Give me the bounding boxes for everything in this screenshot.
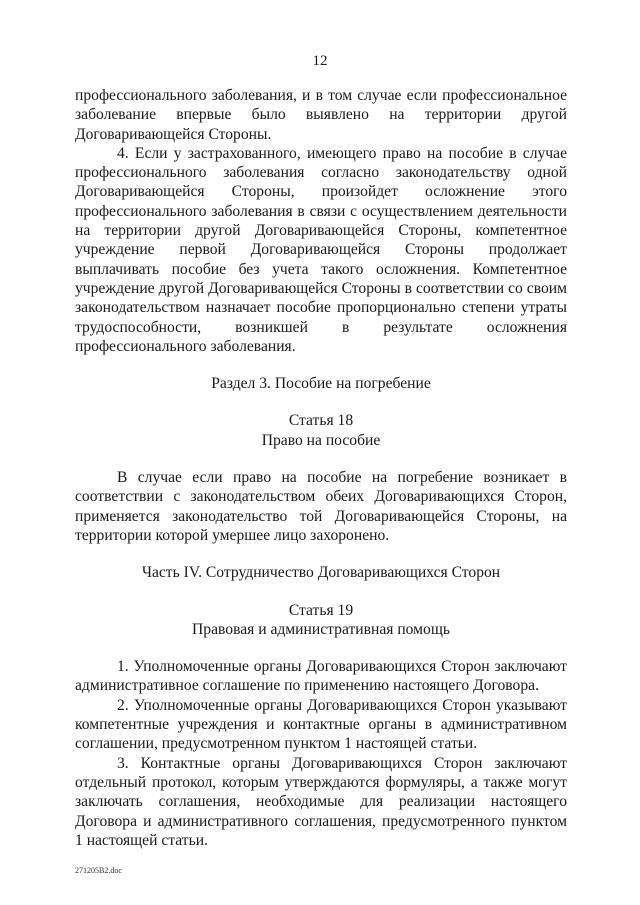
paragraph-4: 4. Если у застрахованного, имеющего право на пособие в случае профессионального заболевания согласно законодательству одной Договаривающейся Стороны, произойдет осложнение этого профессионального заболевания в связи с осуществлением деятельности на территории другой Договаривающейся Стороны, компетентное учреждение первой Договаривающейся Стороны продолжает выплачивать пособие без учета такого осложнения. Компетентное учреждение другой Договаривающейся Стороны в соответствии со своим законодательством назначает пособие пропорционально степени утраты трудоспособности, возникшей в результате осложнения профессионального заболевания.	[75, 144, 567, 355]
document-file-id: 271205B2.doc	[75, 866, 122, 875]
article-18-text: В случае если право на пособие на погребение возникает в соответствии с законодательством обеих Договаривающихся Сторон, применяется законодательство той Договаривающейся Стороны, на территории которой умершее лицо захоронено.	[75, 469, 567, 544]
article-19-item-3: 3. Контактные органы Договаривающихся Сторон заключают отдельный протокол, которым утверждаются формуляры, а также могут заключать соглашения, необходимые для реализации настоящего Договора и административного соглашения, предусмотренного пунктом 1 настоящей статьи.	[75, 754, 567, 849]
article-19-item-2: 2. Уполномоченные органы Договаривающихся Сторон указывают компетентные учреждения и контактные органы в административном соглашении, предусмотренном пунктом 1 настоящей статьи.	[75, 696, 567, 753]
document-body	[75, 86, 567, 850]
article-18-title: Право на пособие	[261, 431, 381, 449]
page-number: 12	[312, 53, 328, 69]
article-18-number: Статья 18	[288, 412, 354, 430]
section-3-title: Раздел 3. Пособие на погребение	[211, 375, 431, 393]
part-4-title: Часть IV. Сотрудничество Договаривающихся Сторон	[141, 564, 501, 582]
article-19-number: Статья 19	[288, 601, 354, 619]
paragraph-continued: профессионального заболевания, и в том случае если профессиональное заболевание впервые было выявлено на территории другой Договаривающейся Стороны.	[75, 87, 567, 143]
article-19-title: Правовая и административная помощь	[192, 620, 450, 638]
article-19-item-1: 1. Уполномоченные органы Договаривающихся Сторон заключают административное соглашение по применению настоящего Договора.	[75, 658, 567, 695]
